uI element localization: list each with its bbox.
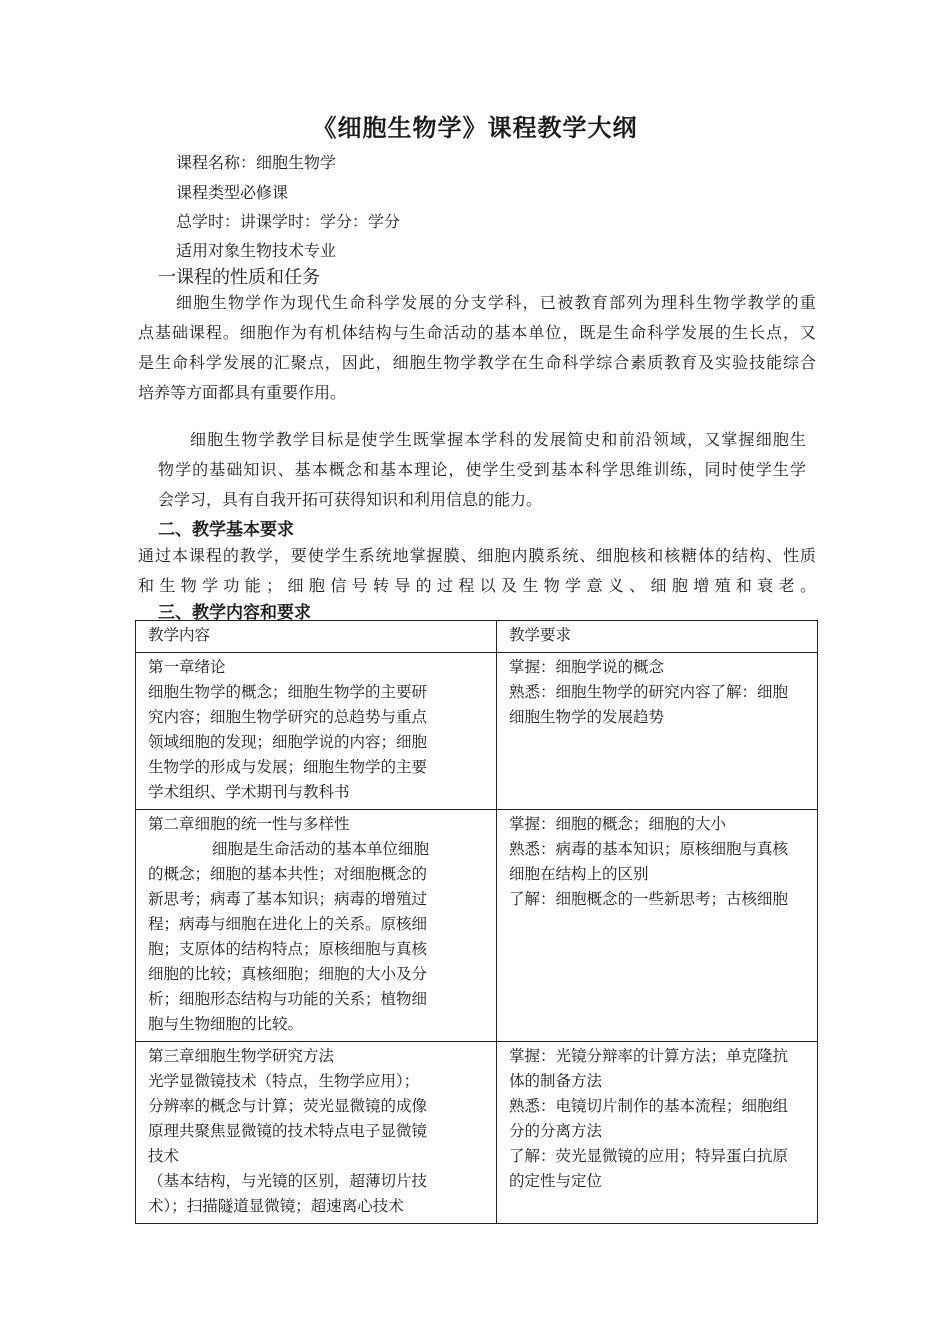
cell-line: 光学显微镜技术（特点，生物学应用）； bbox=[148, 1072, 420, 1090]
cell-line: 了解：荧光显微镜的应用；特异蛋白抗原 bbox=[509, 1147, 789, 1165]
cell-line: 掌握：光镜分辩率的计算方法；单克隆抗 bbox=[509, 1047, 789, 1065]
chapter2-content bbox=[136, 810, 497, 1042]
course-type: 课程类型必修课 bbox=[176, 183, 289, 202]
cell-line: 究内容；细胞生物学研究的总趋势与重点 bbox=[148, 708, 428, 726]
section3-heading: 三、教学内容和要求 bbox=[158, 603, 311, 623]
cell-line: 技术 bbox=[148, 1147, 180, 1165]
cell-line: 学术组织、学术期刊与教科书 bbox=[148, 783, 350, 801]
section1-paragraph-2 bbox=[158, 425, 806, 515]
course-name: 课程名称：细胞生物学 bbox=[176, 153, 337, 172]
cell-line: 细胞在结构上的区别 bbox=[509, 865, 649, 883]
section1-heading: 一课程的性质和任务 bbox=[158, 267, 320, 288]
paragraph-line: 细胞生物学作为现代生命科学发展的分支学科，已被教育部列为理科生物学教学的重 bbox=[176, 293, 816, 312]
chapter3-content bbox=[136, 1042, 497, 1224]
paragraph-line: 物学的基础知识、基本概念和基本理论，使学生受到基本科学思维训练，同时使学生学 bbox=[158, 460, 806, 479]
cell-line: 生物学的形成与发展；细胞生物学的主要 bbox=[148, 758, 428, 776]
cell-line: 细胞是生命活动的基本单位细胞 bbox=[212, 840, 430, 858]
table-row bbox=[136, 810, 818, 1042]
paragraph-line: 通过本课程的教学，要使学生系统地掌握膜、细胞内膜系统、细胞核和核糖体的结构、性质 bbox=[138, 546, 816, 565]
cell-line: 第一章绪论 bbox=[148, 658, 226, 676]
cell-line: 程；病毒与细胞在进化上的关系。原核细 bbox=[148, 915, 428, 933]
cell-line: 分的分离方法 bbox=[509, 1122, 603, 1140]
paragraph-line: 会学习，具有自我开拓可获得知识和利用信息的能力。 bbox=[158, 490, 543, 509]
course-hours: 总学时：讲课学时：学分：学分 bbox=[176, 212, 401, 231]
cell-line: 体的制备方法 bbox=[509, 1072, 603, 1090]
table-row bbox=[136, 653, 818, 810]
paragraph-line: 是生命科学发展的汇聚点，因此，细胞生物学教学在生命科学综合素质教育及实验技能综合 bbox=[138, 353, 816, 372]
cell-line: 掌握：细胞学说的概念 bbox=[509, 658, 665, 676]
section2-heading: 二、教学基本要求 bbox=[158, 520, 294, 540]
paragraph-line: 和生物学功能；细胞信号转导的过程以及生物学意义、细胞增殖和衰老。 bbox=[138, 576, 816, 595]
cell-line: 胞；支原体的结构特点；原核细胞与真核 bbox=[148, 940, 428, 958]
course-audience: 适用对象生物技术专业 bbox=[176, 241, 337, 260]
paragraph-line: 细胞生物学教学目标是使学生既掌握本学科的发展简史和前沿领域，又掌握细胞生 bbox=[190, 430, 806, 449]
cell-line: 析；细胞形态结构与功能的关系；植物细 bbox=[148, 990, 428, 1008]
cell-line: 术）；扫描隧道显微镜；超速离心技术 bbox=[148, 1197, 404, 1215]
paragraph-line: 培养等方面都具有重要作用。 bbox=[138, 383, 347, 402]
section2-paragraph bbox=[138, 541, 816, 601]
cell-line: 熟悉：电镜切片制作的基本流程；细胞组 bbox=[509, 1097, 789, 1115]
cell-line: 熟悉：病毒的基本知识；原核细胞与真核 bbox=[509, 840, 789, 858]
chapter1-requirements bbox=[497, 653, 818, 810]
cell-line: 领域细胞的发现；细胞学说的内容；细胞 bbox=[148, 733, 428, 751]
cell-line: 了解：细胞概念的一些新思考；古核细胞 bbox=[509, 890, 789, 908]
cell-line: 第二章细胞的统一性与多样性 bbox=[148, 815, 350, 833]
cell-line: 原理共聚焦显微镜的技术特点电子显微镜 bbox=[148, 1122, 428, 1140]
header-requirements: 教学要求 bbox=[497, 621, 818, 653]
chapter2-requirements bbox=[497, 810, 818, 1042]
header-content: 教学内容 bbox=[136, 621, 497, 653]
paragraph-line: 点基础课程。细胞作为有机体结构与生命活动的基本单位，既是生命科学发展的生长点，又 bbox=[138, 323, 816, 342]
cell-line: 新思考；病毒了基本知识；病毒的增殖过 bbox=[148, 890, 428, 908]
cell-line: 分辨率的概念与计算；荧光显微镜的成像 bbox=[148, 1097, 428, 1115]
cell-line: （基本结构，与光镜的区别，超薄切片技 bbox=[148, 1172, 428, 1190]
cell-line: 胞与生物细胞的比较。 bbox=[148, 1015, 304, 1033]
cell-line: 的概念；细胞的基本共性；对细胞概念的 bbox=[148, 865, 428, 883]
syllabus-table bbox=[135, 620, 818, 1224]
chapter3-requirements bbox=[497, 1042, 818, 1224]
table-row bbox=[136, 1042, 818, 1224]
cell-line: 掌握：细胞的概念；细胞的大小 bbox=[509, 815, 727, 833]
cell-line: 细胞生物学的概念；细胞生物学的主要研 bbox=[148, 683, 428, 701]
table-header-row bbox=[136, 621, 818, 653]
cell-line: 第三章细胞生物学研究方法 bbox=[148, 1047, 335, 1065]
cell-line: 细胞生物学的发展趋势 bbox=[509, 708, 665, 726]
cell-line: 细胞的比较；真核细胞；细胞的大小及分 bbox=[148, 965, 428, 983]
chapter1-content bbox=[136, 653, 497, 810]
page-title: 《细胞生物学》课程教学大纲 bbox=[312, 114, 638, 142]
section1-paragraph-1 bbox=[138, 288, 816, 408]
cell-line: 熟悉：细胞生物学的研究内容了解：细胞 bbox=[509, 683, 789, 701]
cell-line: 的定性与定位 bbox=[509, 1172, 603, 1190]
